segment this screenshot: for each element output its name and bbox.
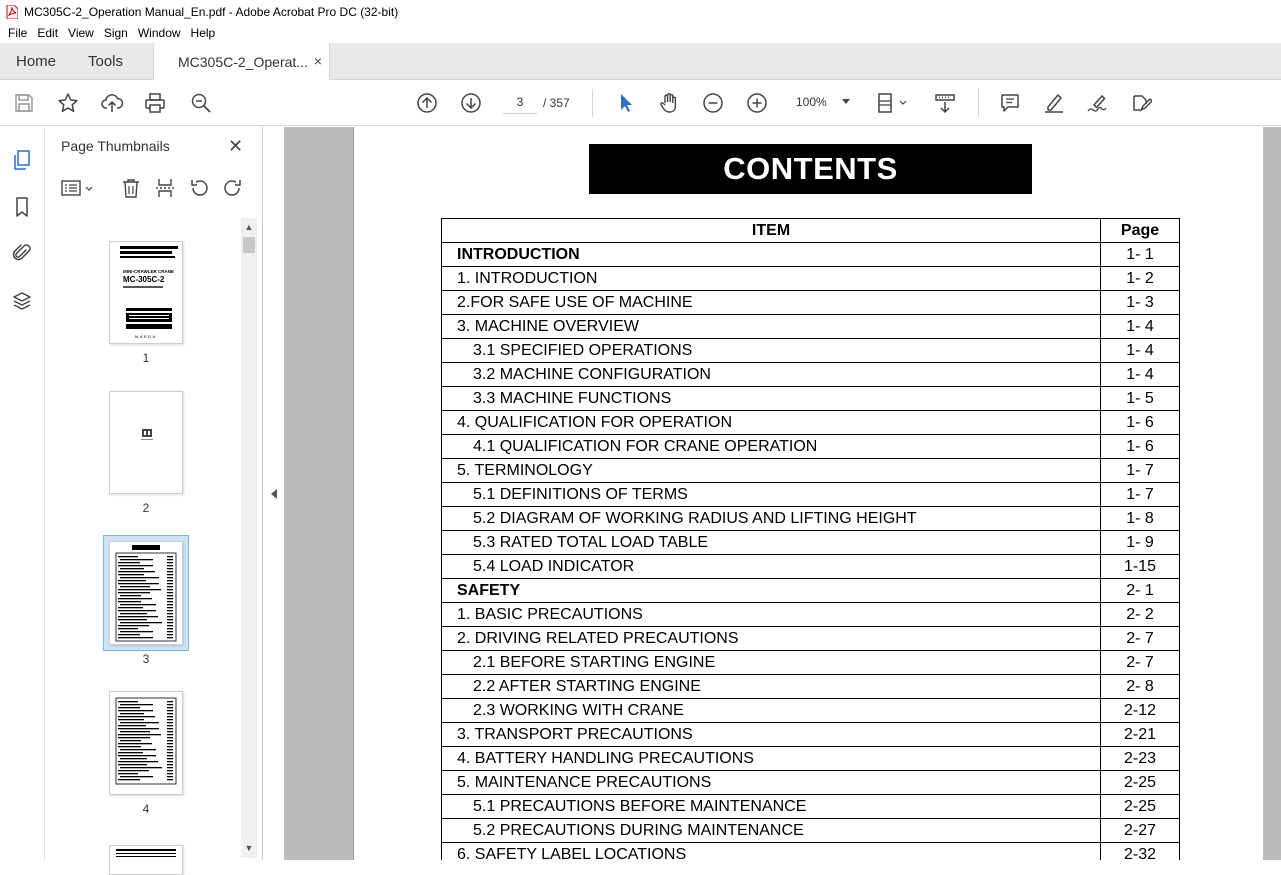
page-thumbnail[interactable] xyxy=(109,691,183,795)
toc-item: 2.3 WORKING WITH CRANE xyxy=(442,699,1101,723)
table-row xyxy=(442,435,1180,459)
column-header-item: ITEM xyxy=(442,219,1101,243)
menu-sign[interactable]: Sign xyxy=(103,26,128,40)
toc-item: SAFETY xyxy=(442,579,1101,603)
toc-page-number: 1- 5 xyxy=(1101,387,1180,411)
toc-item: 5. TERMINOLOGY xyxy=(442,459,1101,483)
scroll-down-arrow-icon[interactable]: ▼ xyxy=(244,843,254,853)
scrollbar-thumb[interactable] xyxy=(243,237,255,253)
search-zoom-icon[interactable] xyxy=(189,91,213,115)
layers-icon[interactable] xyxy=(10,289,34,313)
table-row xyxy=(442,555,1180,579)
toc-page-number: 2- 8 xyxy=(1101,675,1180,699)
rotate-right-icon[interactable] xyxy=(222,177,244,199)
toc-page-preview xyxy=(110,542,182,644)
tab-tools[interactable]: Tools xyxy=(88,53,124,70)
table-row xyxy=(442,483,1180,507)
table-row xyxy=(442,387,1180,411)
table-row xyxy=(442,531,1180,555)
toc-page-number: 1- 7 xyxy=(1101,459,1180,483)
toc-item: 4.1 QUALIFICATION FOR CRANE OPERATION xyxy=(442,435,1101,459)
panel-collapse-handle[interactable] xyxy=(264,127,284,860)
star-icon[interactable] xyxy=(56,91,80,115)
page-total: / 357 xyxy=(543,96,570,110)
toolbar-divider xyxy=(978,89,979,117)
toc-item: INTRODUCTION xyxy=(442,243,1101,267)
table-row xyxy=(442,819,1180,843)
table-row xyxy=(442,795,1180,819)
toc-page-number: 1- 9 xyxy=(1101,531,1180,555)
toc-page-number: 2- 2 xyxy=(1101,603,1180,627)
table-row xyxy=(442,771,1180,795)
toc-page-number: 1- 4 xyxy=(1101,339,1180,363)
page-thumbnail[interactable] xyxy=(109,391,183,494)
toc-page-number: 1-15 xyxy=(1101,555,1180,579)
toc-item: 3.1 SPECIFIED OPERATIONS xyxy=(442,339,1101,363)
window-title: MC305C-2_Operation Manual_En.pdf - Adobe Acrobat Pro DC (32-bit) xyxy=(24,4,399,19)
table-row xyxy=(442,699,1180,723)
partial-page-preview xyxy=(110,846,182,866)
edit-export-icon[interactable] xyxy=(1129,91,1153,115)
toc-item: 5.4 LOAD INDICATOR xyxy=(442,555,1101,579)
toc-page-number: 1- 7 xyxy=(1101,483,1180,507)
table-row xyxy=(442,267,1180,291)
close-icon[interactable]: ✕ xyxy=(228,136,244,156)
panel-title: Page Thumbnails xyxy=(61,138,170,154)
toc-item: 5.1 PRECAUTIONS BEFORE MAINTENANCE xyxy=(442,795,1101,819)
highlight-icon[interactable] xyxy=(1042,91,1066,115)
table-row xyxy=(442,747,1180,771)
toc-item: 3.2 MACHINE CONFIGURATION xyxy=(442,363,1101,387)
upload-icon[interactable] xyxy=(100,91,124,115)
table-row xyxy=(442,291,1180,315)
toc-item: 6. SAFETY LABEL LOCATIONS xyxy=(442,843,1101,861)
toc-page-number: 2-27 xyxy=(1101,819,1180,843)
page-thumbnail[interactable] xyxy=(109,845,183,875)
page-down-icon[interactable] xyxy=(459,91,483,115)
menu-help[interactable]: Help xyxy=(190,26,216,40)
scroll-up-arrow-icon[interactable]: ▲ xyxy=(244,222,254,232)
toc-item: 2. DRIVING RELATED PRECAUTIONS xyxy=(442,627,1101,651)
toc-item: 2.FOR SAFE USE OF MACHINE xyxy=(442,291,1101,315)
thumb-cover-footer: MAEDA xyxy=(135,334,157,339)
toc-item: 3. TRANSPORT PRECAUTIONS xyxy=(442,723,1101,747)
toc-page-number: 1- 6 xyxy=(1101,411,1180,435)
tab-document[interactable] xyxy=(153,43,330,81)
contents-banner: CONTENTS xyxy=(589,144,1032,194)
toc-item: 5.3 RATED TOTAL LOAD TABLE xyxy=(442,531,1101,555)
select-cursor-icon[interactable] xyxy=(613,91,637,115)
toc-item: 5.2 PRECAUTIONS DURING MAINTENANCE xyxy=(442,819,1101,843)
toc-item: 5.2 DIAGRAM OF WORKING RADIUS AND LIFTING HEIGHT xyxy=(442,507,1101,531)
contents-table xyxy=(441,218,1180,860)
table-row xyxy=(442,315,1180,339)
table-row xyxy=(442,411,1180,435)
table-row xyxy=(442,339,1180,363)
toc-page-number: 2-21 xyxy=(1101,723,1180,747)
thumbnail-tools xyxy=(58,177,248,201)
toc-item: 2.2 AFTER STARTING ENGINE xyxy=(442,675,1101,699)
toc-page-number: 2- 7 xyxy=(1101,651,1180,675)
thumb-cover-line2: MC-305C-2 xyxy=(123,275,165,284)
hand-icon[interactable] xyxy=(657,91,681,115)
cover-page-preview xyxy=(110,242,182,343)
toc-page-number: 1- 3 xyxy=(1101,291,1180,315)
table-header-row xyxy=(442,219,1180,243)
toolbar-divider xyxy=(592,89,593,117)
table-row xyxy=(442,723,1180,747)
print-icon[interactable] xyxy=(143,91,167,115)
thumb-cover-line1: MINI-CRAWLER CRANE xyxy=(123,269,174,274)
toc-page-number: 1- 4 xyxy=(1101,363,1180,387)
thumbnails-scrollbar[interactable] xyxy=(241,218,257,858)
toc-item: 1. INTRODUCTION xyxy=(442,267,1101,291)
toc-item: 3.3 MACHINE FUNCTIONS xyxy=(442,387,1101,411)
column-header-page: Page xyxy=(1101,219,1180,243)
toc-item: 4. QUALIFICATION FOR OPERATION xyxy=(442,411,1101,435)
table-row xyxy=(442,363,1180,387)
thumbnail-label: 1 xyxy=(142,351,150,365)
scroll-mode-icon[interactable] xyxy=(933,91,957,115)
pdf-page xyxy=(353,127,1263,860)
zoom-in-icon[interactable] xyxy=(745,91,769,115)
toc-page-2-preview xyxy=(110,692,182,794)
toc-page-number: 1- 6 xyxy=(1101,435,1180,459)
tab-home[interactable]: Home xyxy=(16,53,57,70)
page-thumbnail[interactable] xyxy=(109,541,183,645)
table-row xyxy=(442,675,1180,699)
pdf-file-icon xyxy=(6,5,18,19)
toc-page-number: 2-12 xyxy=(1101,699,1180,723)
toc-page-number: 2- 1 xyxy=(1101,579,1180,603)
toc-page-number: 2-25 xyxy=(1101,795,1180,819)
toc-item: 5. MAINTENANCE PRECAUTIONS xyxy=(442,771,1101,795)
comment-icon[interactable] xyxy=(998,91,1022,115)
tab-document-label: MC305C-2_Operat... xyxy=(178,54,308,70)
table-row xyxy=(442,627,1180,651)
page-thumbnails-icon[interactable] xyxy=(10,148,34,172)
tab-close-icon[interactable]: × xyxy=(313,53,322,69)
save-icon[interactable] xyxy=(12,91,36,115)
left-rail xyxy=(0,127,45,860)
toc-item: 4. BATTERY HANDLING PRECAUTIONS xyxy=(442,747,1101,771)
chevron-left-icon xyxy=(271,489,277,499)
zoom-value: 100% xyxy=(796,95,827,109)
toc-item: 5.1 DEFINITIONS OF TERMS xyxy=(442,483,1101,507)
rotate-left-icon[interactable] xyxy=(188,177,210,199)
title-bar xyxy=(0,0,1281,23)
chevron-down-icon xyxy=(842,99,850,104)
thumbnail-label: 4 xyxy=(142,802,150,816)
toc-page-number: 1- 1 xyxy=(1101,243,1180,267)
document-viewer[interactable] xyxy=(284,127,1281,860)
toc-page-number: 1- 4 xyxy=(1101,315,1180,339)
table-row xyxy=(442,243,1180,267)
toc-page-number: 2-32 xyxy=(1101,843,1180,861)
options-menu-icon[interactable] xyxy=(60,177,94,199)
toc-item: 2.1 BEFORE STARTING ENGINE xyxy=(442,651,1101,675)
page-number-input[interactable] xyxy=(503,90,537,114)
page-up-icon[interactable] xyxy=(415,91,439,115)
toc-page-number: 2- 7 xyxy=(1101,627,1180,651)
page-thumbnail[interactable] xyxy=(109,241,183,344)
menu-bar xyxy=(0,23,1281,43)
toc-page-number: 1- 2 xyxy=(1101,267,1180,291)
sign-icon[interactable] xyxy=(1085,91,1109,115)
logo-page-preview xyxy=(110,392,182,493)
toc-item: 3. MACHINE OVERVIEW xyxy=(442,315,1101,339)
table-row xyxy=(442,843,1180,861)
zoom-select[interactable] xyxy=(790,90,854,114)
table-row xyxy=(442,579,1180,603)
toc-page-number: 2-25 xyxy=(1101,771,1180,795)
thumbnail-label: 3 xyxy=(142,652,150,666)
delete-icon[interactable] xyxy=(120,177,142,199)
toc-item: 1. BASIC PRECAUTIONS xyxy=(442,603,1101,627)
menu-view[interactable]: View xyxy=(68,26,94,40)
attachment-icon[interactable] xyxy=(10,241,34,265)
zoom-out-icon[interactable] xyxy=(701,91,725,115)
bookmark-icon[interactable] xyxy=(10,195,34,219)
menu-window[interactable]: Window xyxy=(137,26,181,40)
fit-page-icon[interactable] xyxy=(876,91,912,115)
toc-page-number: 1- 8 xyxy=(1101,507,1180,531)
extract-page-icon[interactable] xyxy=(154,177,176,199)
menu-edit[interactable]: Edit xyxy=(37,26,59,40)
menu-file[interactable]: File xyxy=(8,26,28,40)
contents-table-body xyxy=(442,243,1180,861)
table-row xyxy=(442,651,1180,675)
table-row xyxy=(442,459,1180,483)
toc-page-number: 2-23 xyxy=(1101,747,1180,771)
table-row xyxy=(442,603,1180,627)
table-row xyxy=(442,507,1180,531)
tab-bar xyxy=(0,43,1281,80)
thumbnail-label: 2 xyxy=(142,501,150,515)
